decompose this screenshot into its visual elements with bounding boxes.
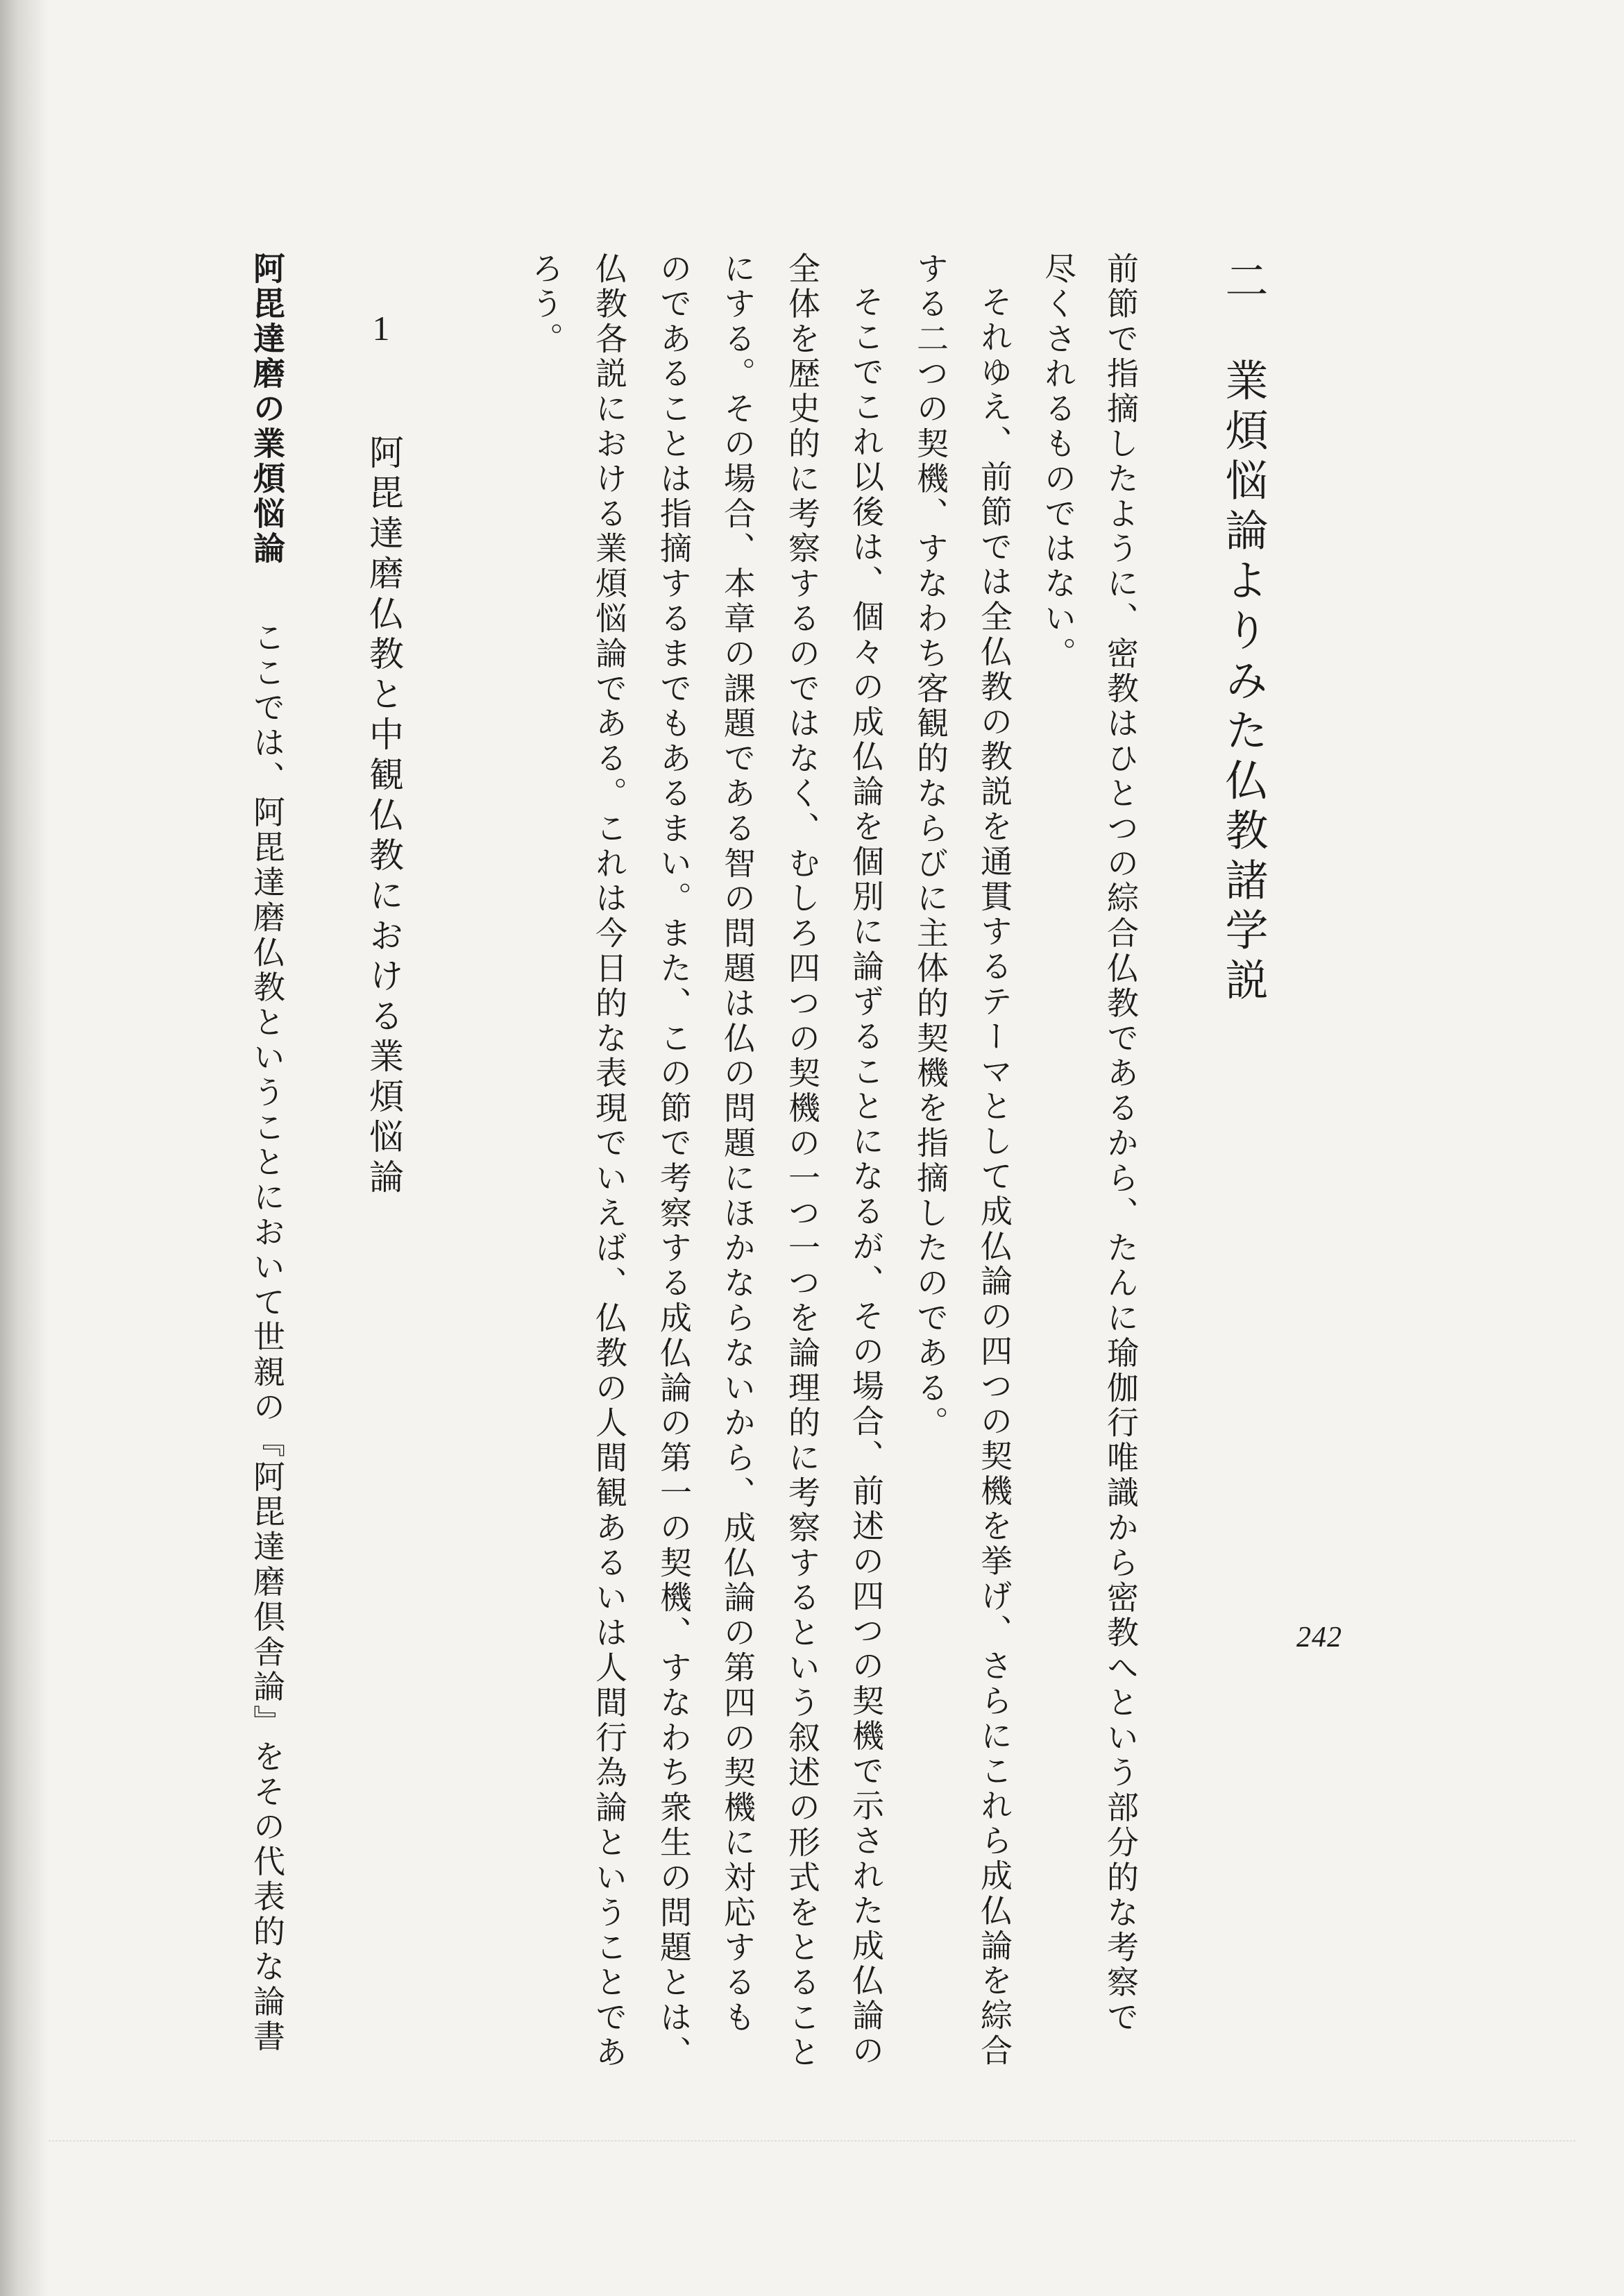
run-in-paragraph [248,252,286,2055]
subsection-heading [364,309,404,1199]
page-number: 242 [1296,1622,1342,1653]
subsection-title: 阿毘達磨仏教と中観仏教における業煩悩論 [364,434,404,1199]
subsection-number: 1 [372,309,396,348]
paragraph-line: する二つの契機、すなわち客観的ならびに主体的契機を指摘したのである。 [912,252,949,1441]
run-in-heading: 阿毘達磨の業煩悩論 [248,252,286,567]
page-binding-shadow [0,0,49,2296]
paragraph-line: それゆえ、前節では全仏教の教説を通貫するテーマとして成仏論の四つの契機を挙げ、さらにこれら成仏論を綜合 [976,285,1013,2069]
paragraph-line: そこでこれ以後は、個々の成仏論を個別に論ずることになるが、その場合、前述の四つの契機で示された成仏論の [847,285,885,2069]
paragraph-line: 尽くされるものではない。 [1040,252,1077,672]
paragraph-line: 前節で指摘したように、密教はひとつの綜合仏教であるから、たんに瑜伽行唯識から密教へという部分的な考察で [1102,252,1140,2036]
paragraph-line: ろう。 [527,252,564,357]
run-in-text: ここでは、阿毘達磨仏教ということにおいて世親の『阿毘達磨倶舎論』をその代表的な論書 [248,620,286,2055]
paragraph-line: のであることは指摘するまでもあるまい。また、この節で考察する成仏論の第一の契機、すなわち衆生の問題とは、 [655,252,693,2070]
chapter-heading: 二 業煩悩論よりみた仏教諸学説 [1218,258,1269,1007]
paragraph-line: 仏教各説における業煩悩論である。これは今日的な表現でいえば、仏教の人間観あるいは人間行為論ということであ [591,252,628,2070]
paragraph-line: にする。その場合、本章の課題である智の問題は仏の問題にほかならないから、成仏論の第四の契機に対応するも [719,252,756,2036]
paragraph-line: 全体を歴史的に考察するのではなく、むしろ四つの契機の一つ一つを論理的に考察するという叙述の形式をとること [784,252,821,2070]
